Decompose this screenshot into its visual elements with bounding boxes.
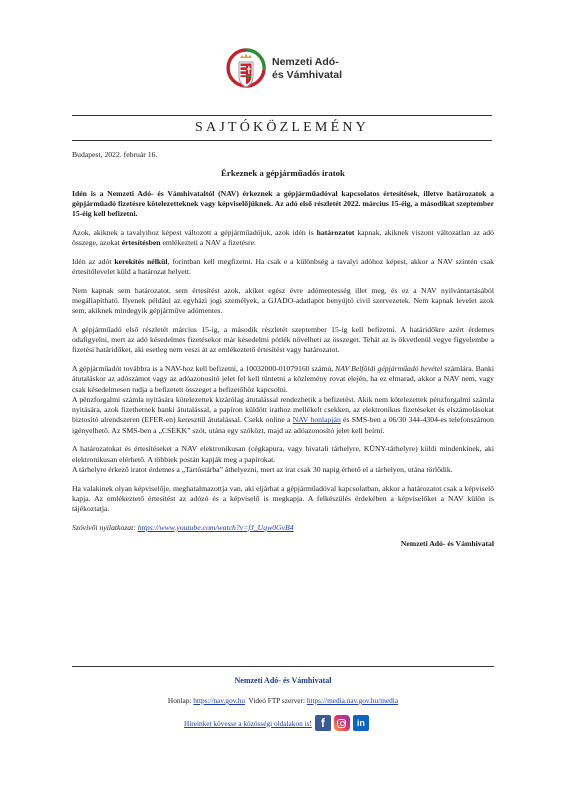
social-follow-link[interactable]: Híreinket kövesse a közösségi oldalakon is! — [184, 718, 312, 728]
footer-org-name: Nemzeti Adó- és Vámhivatal — [234, 676, 332, 685]
paragraph-4: A gépjárműadó első részletét március 15-ig, a második részletét szeptember 15-ig kell befizetni. A határidőkre azért érdemes odafigyelni, mert az adó késedelmes fizetésekor már késedelmi pótlék növelheti az összeget. Tehát az is ökvetlenül vegye figyelembe a fizetési határidőket, aki esetleg nem veszi át az emlékeztető értesítést vagy határozatot. — [72, 324, 494, 355]
paragraph-6: A pénzforgalmi számla nyitására kötelezettek kizárólag átutalással rendezhetik a befizetést. Akik nem kötelezettek pénzforgalmi számla nyitására, azok fizethetnek banki átutalással, a papíron küldött irathoz mellékelt csekken, az elektronikus fizetéseket és elszámolásokat biztosító alrendszeren (EFER-en) keresztül átutalással. Csekk online a NAV honlapján és SMS-ben a 06/30 344-4304-es telefonszámon igényelhető. Az SMS-ben a „CSEKK” szót, utána egy szóközt, majd az adóazonosító jelet kell beírni. — [72, 394, 494, 435]
video-ftp-link[interactable]: https://media.nav.gov.hu/media — [306, 696, 399, 705]
paragraph-5: A gépjárműadót továbbra is a NAV-hoz kell befizetni, a 10032000-01079160 számú, NAV Belföldi gépjárműadó bevétel számlára. Banki átutaláskor az adószámot vagy az adóazonosító jelet fel kell tüntetni a közlemény rovat elején, ha ez elmarad, akkor a NAV nem, vagy csak késedelmesen tudja a befizetett összeget a befizetőhöz kapcsolni. — [72, 363, 494, 394]
footer-links: Honlap: https://nav.gov.hu Videó FTP szerver: https://media.nav.gov.hu/media — [167, 696, 399, 705]
paragraph-9: Ha valakinek olyan képviselője, meghatalmazottja van, aki eljárhat a gépjárműadóval kapcsolatban, akkor a határozatot csak a képviselő kapja. Az emlékeztető értesítést az adózó és a képviselő is megkapja. A felkészülés érdekében a képviselőket a NAV külön is tájékoztatja. — [72, 483, 494, 514]
video-statement: Szóvivői nyilatkozat: https://www.youtube.com/watch?v=fJ_Uqw0GvB4 — [72, 522, 294, 532]
article-body — [72, 150, 494, 549]
logo-wordmark — [272, 56, 342, 82]
press-release-title: SAJTÓKÖZLEMÉNY — [195, 120, 369, 135]
title-rule-top — [72, 115, 492, 116]
lead-paragraph: Idén is a Nemzeti Adó- és Vámhivataltól (NAV) érkeznek a gépjárműadóval kapcsolatos értesítések, illetve határozatok a gépjárműadó fizetésre kötelezetteknek vagy képviselőjüknek. Az adó első részletét 2022. március 15-éig, a másodikat szeptember 15-éig kell befizetni. — [72, 188, 494, 219]
paragraph-3: Nem kapnak sem határozatot, sem értesítést azok, akiket egész évre adómentesség illet meg, és ez a NAV nyilvántartásából megállapítható. Ilyenek például az egyházi jogi személyek, a GJADO-adatlapot benyújtó civil szervezetek. Nem kapnak levelet azok sem, akiknek mindegyik gépjárműve adómentes. — [72, 285, 494, 316]
paragraph-8: A tárhelyre érkező iratot érdemes a „Tartóstárba” áthelyezni, mert az irat csak 30 napig érhető el a tárhelyen, utána törlődik. — [72, 464, 453, 474]
nav-homepage-link[interactable]: NAV honlapján — [292, 415, 341, 425]
signature: Nemzeti Adó- és Vámhivatal — [400, 538, 494, 548]
logo-line-1: Nemzeti Adó- — [272, 56, 339, 68]
homepage-link[interactable]: https://nav.gov.hu — [193, 696, 246, 705]
social-follow — [184, 712, 369, 734]
linkedin-icon[interactable]: in — [353, 715, 369, 731]
title-rule-bottom — [72, 140, 492, 141]
youtube-video-link[interactable]: https://www.youtube.com/watch?v=fJ_Uqw0GvB4 — [137, 522, 294, 532]
paragraph-1: Azok, akiknek a tavalyihoz képest változott a gépjárműadójuk, azok idén is határozatot kapnak, akiknek viszont változatlan az adó összege, azokat értesítésben emlékezteti a NAV a fizetésre. — [72, 227, 494, 248]
article-headline: Érkeznek a gépjárműadós iratok — [221, 168, 345, 179]
logo-line-2: és Vámhivatal — [272, 69, 343, 81]
paragraph-7: A határozatokat és értesítéseket a NAV elektronikusan (cégkapura, vagy hivatali tárhelyre, KÜNY-tárhelyre) küldi mindenkinek, aki elektronikusan elérhető. A többiek postán kapják meg a papírokat. — [72, 444, 494, 464]
release-date: Budapest, 2022. február 16. — [72, 150, 158, 159]
paragraph-2: Idén az adót kerekítés nélkül, forintban kell megfizetni. Ha csak e a különbség a tavalyi adóhoz képest, akkor a NAV szintén csak értesítőlevelet küld a határozat helyett. — [72, 256, 494, 276]
instagram-icon[interactable] — [334, 715, 350, 731]
nav-logo-icon — [226, 46, 266, 96]
facebook-icon[interactable]: f — [315, 715, 331, 731]
header — [0, 40, 566, 100]
footer-rule — [72, 666, 494, 667]
